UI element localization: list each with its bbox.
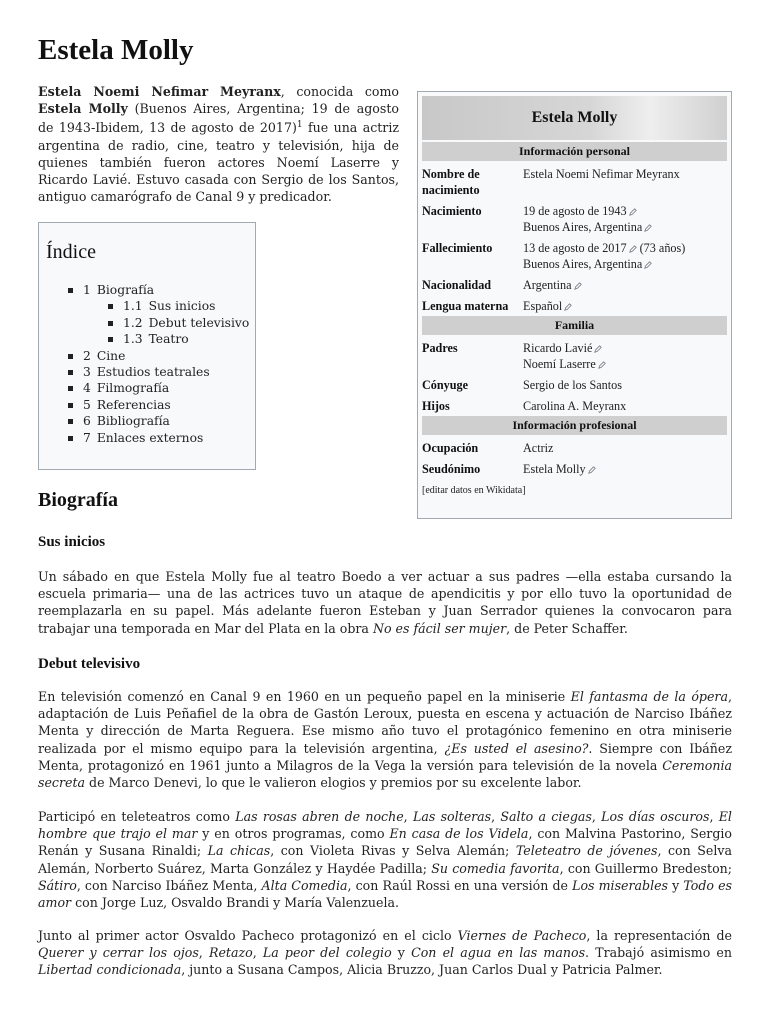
paragraph-text: , la representación de (586, 928, 732, 943)
toc-label: Sus inicios (148, 299, 216, 314)
toc-number: 4 (83, 381, 91, 396)
paragraph-text: de Marco Denevi, lo que le valieron elogios y premios por su excelente labor. (85, 775, 582, 791)
infobox-value-text[interactable]: Español (523, 299, 563, 313)
paragraph-debut-3 (38, 927, 732, 979)
paragraph-text: , (198, 945, 209, 961)
subsection-heading-debut: Debut televisivo (38, 656, 141, 672)
toc-item[interactable] (46, 331, 255, 347)
infobox-value (523, 340, 727, 372)
paragraph-text: , con Malvina Pastorino, Sergio Renán y Susana Rinaldi; (38, 826, 732, 859)
infobox-value-text[interactable]: Estela Molly (523, 462, 586, 476)
toc-number: 6 (83, 414, 91, 429)
infobox-row (422, 398, 727, 414)
toc-label: Enlaces externos (96, 430, 204, 445)
edit-pencil-icon[interactable] (644, 220, 652, 228)
paragraph-text: , con Selva Alemán, Norberto Suárez, Marta González y Haydée Padilla; (38, 843, 732, 876)
paragraph-text: , con Violeta Rivas y Selva Alemán; (270, 843, 516, 859)
toc-list (46, 282, 255, 446)
infobox-value (523, 461, 727, 477)
toc-label: Teatro (148, 332, 189, 347)
infobox-value (523, 240, 727, 272)
paragraph-text: y en otros programas, como (197, 826, 390, 842)
work-title[interactable]: Todo es amor (38, 877, 733, 911)
infobox-row (422, 166, 727, 198)
infobox-value-line (523, 219, 727, 235)
infobox-row (422, 240, 727, 272)
paragraph-text: , (491, 809, 501, 824)
work-title[interactable]: La chicas (207, 843, 271, 859)
infobox-row (422, 340, 727, 372)
edit-pencil-icon[interactable] (574, 278, 582, 286)
infobox-label: Nombre de nacimiento (422, 167, 480, 197)
infobox-section-heading: Información personal (422, 142, 727, 161)
paragraph-text: , (591, 809, 602, 824)
paragraph-text: . Siempre con Ibáñez Menta, protagonizó en 1961 junto a Milagros de la Vega la versión para televisión de la novela (38, 740, 732, 773)
work-title[interactable]: Con el agua en las manos (411, 945, 586, 961)
toc-label: Bibliografía (96, 414, 170, 429)
infobox-row (422, 377, 727, 393)
infobox-value-text[interactable]: Carolina A. Meyranx (523, 399, 627, 413)
toc-number: 2 (83, 348, 91, 363)
toc-label: Biografía (96, 283, 155, 297)
toc-label: Debut televisivo (148, 315, 250, 330)
toc-item[interactable] (46, 315, 255, 331)
edit-pencil-icon[interactable] (564, 299, 572, 307)
infobox-value-line (523, 256, 727, 272)
work-title[interactable]: Libertad condicionada (38, 962, 182, 978)
lead-text: (Buenos Aires, Argentina; 19 de agosto de 1943-Ibidem, 13 de agosto de 2017) (38, 101, 399, 136)
toc-item[interactable] (46, 364, 255, 380)
toc-title: Índice (46, 241, 96, 263)
paragraph-text: , con Narciso Ibáñez Menta, (76, 877, 262, 893)
infobox-value-text[interactable]: Ricardo Lavié (523, 341, 593, 355)
edit-wikidata-link[interactable]: [editar datos en Wikidata] (422, 485, 526, 496)
work-title[interactable]: Viernes de Pacheco (457, 928, 587, 943)
toc-number: 1 (83, 283, 91, 297)
paragraph-text: . Trabajó asimismo en (585, 945, 733, 961)
infobox-title: Estela Molly (422, 96, 727, 140)
toc-item[interactable] (46, 397, 255, 413)
lead-paragraph (38, 83, 399, 206)
work-title[interactable]: Sátiro (38, 877, 77, 893)
toc-number: 1.2 (123, 315, 143, 330)
toc-number: 5 (83, 397, 91, 412)
work-title[interactable]: Las solteras (412, 809, 492, 824)
toc-item[interactable] (46, 282, 255, 298)
paragraph-text: y (668, 877, 684, 893)
infobox-value (523, 298, 727, 314)
work-title[interactable]: Su comedia favorita (431, 860, 560, 876)
lead-text: , conocida como (280, 84, 399, 99)
work-title[interactable]: Ceremonia secreta (38, 757, 732, 791)
work-title[interactable]: En casa de los Videla (389, 826, 529, 842)
paragraph-text: con Jorge Luz, Osvaldo Brandi y María Valenzuela. (71, 895, 400, 911)
infobox-label: Nacimiento (422, 204, 482, 218)
infobox-value-text[interactable]: Estela Noemi Nefimar Meyranx (523, 167, 680, 181)
infobox-value-text[interactable]: Argentina (523, 278, 572, 292)
paragraph-text: , adaptación de Luis Peñafiel de la obra de Gastón Leroux, puesta en escena y actuación de Narciso Ibáñez Menta y dirección de Marta Reguera. Ese mismo año tuvo el protagónico femenino en otra miniserie realizada por el mismo equipo para la televisión argentina, (38, 689, 732, 756)
infobox-label: Hijos (422, 399, 450, 413)
infobox-value-line (523, 340, 727, 356)
infobox-value-text[interactable]: Sergio de los Santos (523, 378, 622, 392)
paragraph-text: Un sábado en que Estela Molly fue al teatro Boedo a ver actuar a sus padres —ella estaba cursando la escuela primaria— una de las actrices tuvo un ataque de apendicitis y por ello tuvo la oportunidad de reemplazarla en su papel. Más adelante fueron Esteban y Juan Serrador quienes la convocaron para trabajar una temporada en Mar del Plata en la obra (38, 569, 732, 636)
infobox-row (422, 203, 727, 235)
infobox-value-text[interactable]: Buenos Aires, Argentina (523, 220, 643, 234)
infobox-label: Lengua materna (422, 299, 509, 313)
work-title[interactable]: El fantasma de la ópera (570, 689, 728, 704)
paragraph-text: y (391, 945, 412, 961)
lead-text: fue una actriz argentina de radio, cine, teatro y televisión, hija de quienes también fueron actores Noemí Laserre y Ricardo Lavié. Estuvo casada con Sergio de los Santos, antiguo camarógrafo de Canal 9 y predicador. (38, 120, 399, 205)
infobox-value-text[interactable]: 13 de agosto de 2017 (523, 241, 627, 255)
infobox-value-line (523, 166, 727, 182)
infobox-value-text[interactable]: Actriz (523, 441, 554, 455)
infobox-row (422, 461, 727, 477)
paragraph-text: , (252, 945, 263, 961)
paragraph-debut-1 (38, 688, 732, 791)
infobox-body (422, 142, 727, 477)
work-title[interactable]: Teleteatro de jóvenes (515, 843, 658, 859)
toc-label: Referencias (96, 397, 171, 412)
toc-item[interactable] (46, 298, 255, 314)
infobox-section-heading: Información profesional (422, 416, 727, 435)
infobox-label: Padres (422, 341, 458, 355)
toc-number: 3 (83, 365, 91, 380)
toc-label: Filmografía (96, 381, 170, 396)
infobox-row (422, 298, 727, 314)
paragraph-debut-2 (38, 808, 732, 911)
infobox-value-line (523, 440, 727, 456)
paragraph-text: , con Guillermo Bredeston; (559, 860, 733, 876)
work-title[interactable]: Los días oscuros (601, 809, 710, 824)
toc-number: 7 (83, 430, 91, 445)
subsection-heading-inicios: Sus inicios (38, 534, 106, 550)
infobox-label: Nacionalidad (422, 278, 492, 292)
infobox-value-line (523, 377, 727, 393)
work-title[interactable]: Salto a ciegas (500, 809, 592, 824)
infobox-value-line (523, 356, 727, 372)
infobox-label: Fallecimiento (422, 241, 493, 255)
page-title: Estela Molly (38, 34, 194, 66)
section-heading-biografia: Biografía (38, 489, 118, 511)
infobox-value-text[interactable]: 19 de agosto de 1943 (523, 204, 627, 218)
infobox-value (523, 277, 727, 293)
infobox-row (422, 440, 727, 456)
work-title[interactable]: Los miserables (572, 877, 669, 893)
toc-label: Estudios teatrales (96, 365, 210, 380)
edit-pencil-icon[interactable] (629, 241, 637, 249)
work-title[interactable]: Querer y cerrar los ojos (38, 945, 199, 961)
infobox-label: Ocupación (422, 441, 479, 455)
toc-number: 1.1 (123, 299, 143, 314)
infobox-section-heading: Familia (422, 316, 727, 335)
infobox-value-line (523, 203, 727, 219)
reference-link[interactable]: 1 (296, 120, 303, 131)
edit-pencil-icon[interactable] (629, 204, 637, 212)
infobox-value-text[interactable]: Noemí Laserre (523, 357, 596, 371)
paragraph-text: , de Peter Schaffer. (506, 620, 628, 636)
toc-label: Cine (96, 348, 126, 363)
paragraph-text: Junto al primer actor Osvaldo Pacheco protagonizó en el ciclo (38, 928, 458, 943)
paragraph-text: , junto a Susana Campos, Alicia Bruzzo, Juan Carlos Dual y Patricia Palmer. (181, 962, 663, 978)
lead-short-name: Estela Molly (38, 101, 128, 117)
lead-full-name: Estela Noemi Nefimar Meyranx (38, 84, 281, 99)
edit-pencil-icon[interactable] (598, 357, 606, 365)
work-title[interactable]: El hombre que trajo el mar (38, 809, 732, 842)
work-title[interactable]: Retazo (208, 945, 253, 961)
toc-item[interactable] (46, 348, 255, 364)
toc-number: 1.3 (123, 332, 143, 347)
infobox-value (523, 203, 727, 235)
infobox-label: Seudónimo (422, 462, 481, 476)
infobox-value-text[interactable]: Buenos Aires, Argentina (523, 257, 643, 271)
toc-item[interactable] (46, 380, 255, 396)
infobox (417, 91, 732, 519)
paragraph-inicios (38, 568, 732, 637)
work-title[interactable]: Las rosas abren de noche (235, 809, 404, 824)
toc-item[interactable] (46, 413, 255, 429)
work-title[interactable]: La peor del colegio (262, 945, 392, 961)
infobox-value (523, 440, 727, 456)
toc-item[interactable] (46, 430, 255, 446)
infobox-value (523, 398, 727, 414)
paragraph-text: , con Raúl Rossi en una versión de (347, 877, 573, 893)
infobox-value-line (523, 277, 727, 293)
infobox-value-line (523, 461, 727, 477)
work-title[interactable]: Alta Comedia (261, 877, 348, 893)
infobox-value-extra: (73 años) (636, 241, 686, 255)
infobox-value (523, 166, 727, 198)
infobox-value-line (523, 240, 727, 256)
infobox-label: Cónyuge (422, 378, 469, 392)
work-title[interactable]: ¿Es usted el asesino? (444, 740, 589, 756)
edit-pencil-icon[interactable] (644, 257, 652, 265)
infobox-value (523, 377, 727, 393)
paragraph-text: En televisión comenzó en Canal 9 en 1960 en un pequeño papel en la miniserie (38, 689, 571, 704)
infobox-row (422, 277, 727, 293)
paragraph-text: , (709, 809, 719, 824)
work-title[interactable]: No es fácil ser mujer (372, 620, 507, 636)
edit-pencil-icon[interactable] (594, 341, 602, 349)
infobox-value-line (523, 398, 727, 414)
edit-pencil-icon[interactable] (588, 462, 596, 470)
table-of-contents (38, 222, 256, 470)
infobox-value-line (523, 298, 727, 314)
paragraph-text: , (403, 809, 413, 824)
paragraph-text: Participó en teleteatros como (38, 809, 236, 824)
